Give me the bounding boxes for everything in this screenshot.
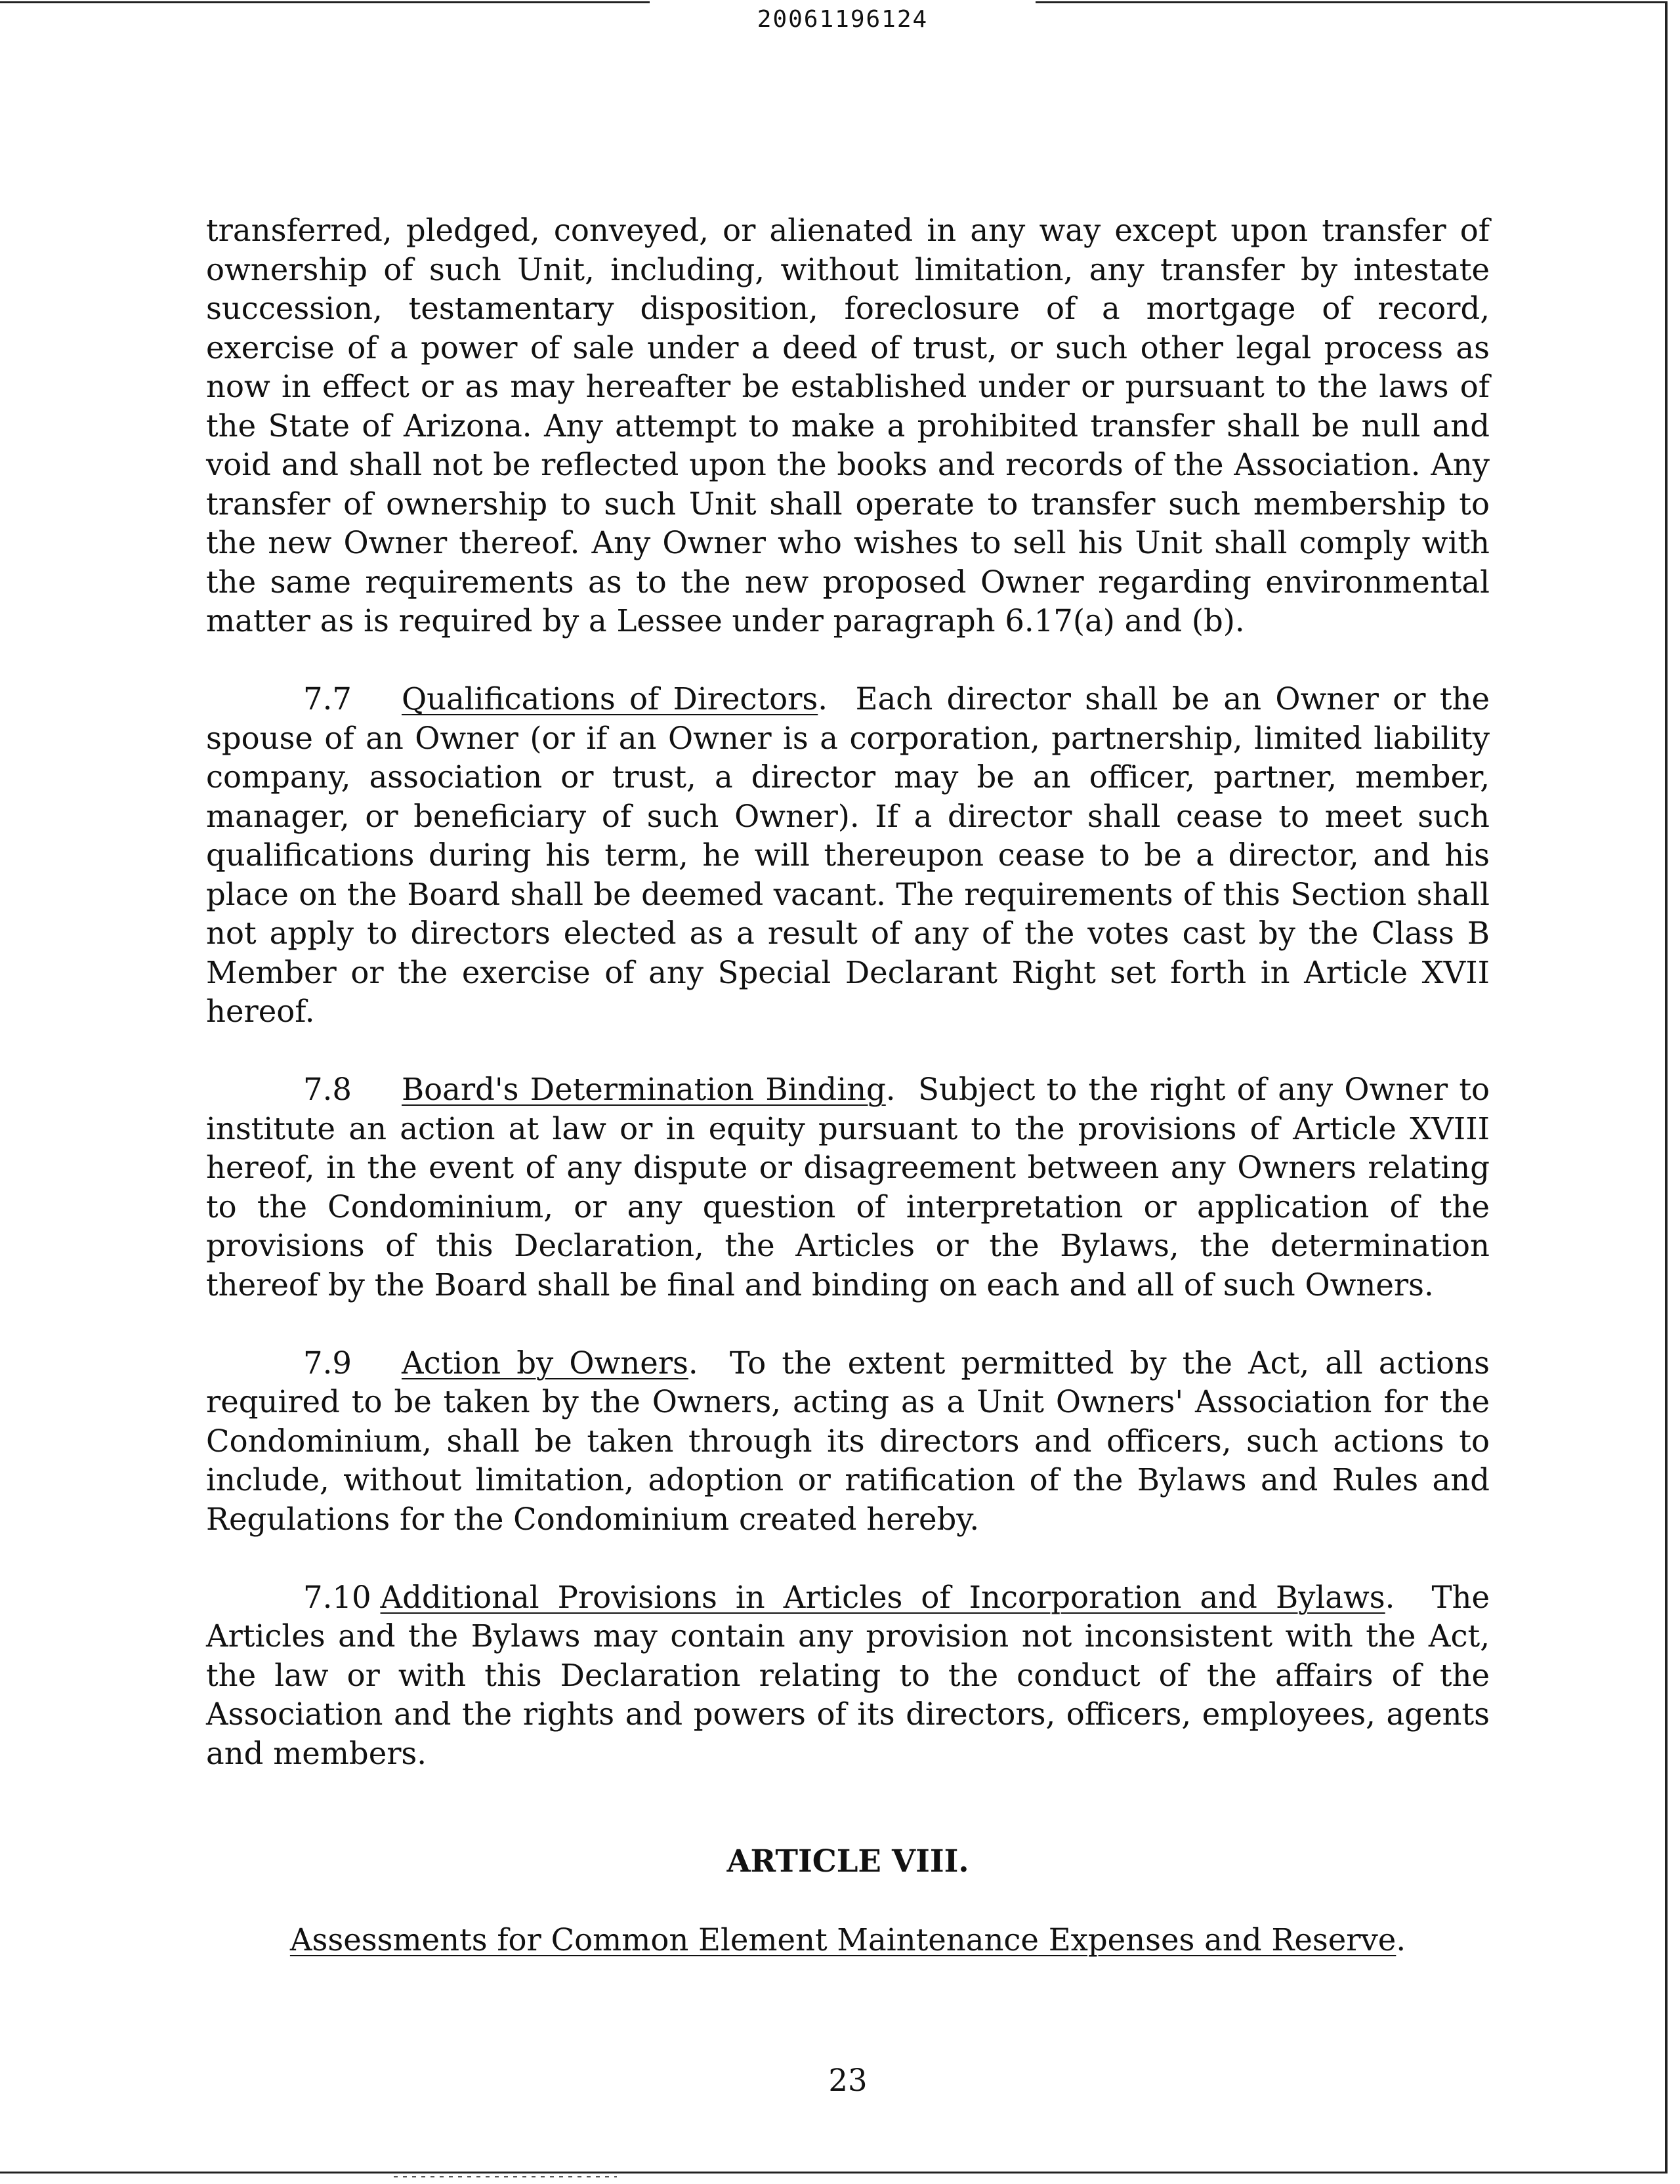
section-number: 7.9 (303, 1345, 352, 1381)
page-number: 23 (828, 2063, 868, 2098)
article-subheading: Assessments for Common Element Maintenance Expenses and Reserve. (289, 1922, 1406, 1958)
section-7-7: 7.7 Qualifications of Directors. Each director shall be an Owner or the spouse of an Owner (or if an Owner is a corporation, partnership, limited liability company, association or trust, a director may be an officer, partner, member, manager, or beneficiary of such Owner). If a director shall cease to meet such qualifications during his term, he will thereupon cease to be a director, and his place on the Board shall be deemed vacant. The requirements of this Section shall not apply to directors elected as a result of any of the votes cast by the Class B Member or the exercise of any Special Declarant Right set forth in Article XVII hereof. (206, 681, 1490, 1029)
section-title: Qualifications of Directors (402, 681, 818, 717)
scan-frame-top-left (0, 1, 650, 3)
section-7-8: 7.8 Board's Determination Binding. Subject to the right of any Owner to institute an action at law or in equity pursuant to the provisions of Article XVIII hereof, in the event of any dispute or disagreement between any Owners relating to the Condominium, or any question of interpretation or application of the provisions of this Declaration, the Articles or the Bylaws, the determination thereof by the Board shall be final and binding on each and all of such Owners. (206, 1072, 1490, 1303)
section-7-10: 7.10 Additional Provisions in Articles of Incorporation and Bylaws. The Articles and the Bylaws may contain any provision not inconsistent with the Act, the law or with this Declaration relating to the conduct of the affairs of the Association and the rights and powers of its directors, officers, employees, agents and members. (206, 1579, 1490, 1771)
section-title: Action by Owners (402, 1345, 688, 1381)
section-number: 7.7 (303, 681, 352, 717)
section-number: 7.8 (303, 1072, 352, 1107)
section-text: The Articles and the Bylaws may contain any provision not inconsistent with the Act, the law or with this Declaration relating to the conduct of the affairs of the Association and the rights and powers of its directors, officers, employees, agents and members. (206, 1579, 1490, 1771)
document-number: 20061196124 (757, 6, 929, 33)
scan-frame-top-right (1036, 1, 1667, 3)
scan-noise (394, 2176, 617, 2177)
section-text: Subject to the right of any Owner to institute an action at law or in equity pursuant to the provisions of Article XVIII hereof, in the event of any dispute or disagreement between any Owners relating to the Condominium, or any question of interpretation or application of the provisions of this Declaration, the Articles or the Bylaws, the determination thereof by the Board shall be final and binding on each and all of such Owners. (206, 1072, 1490, 1303)
scan-frame-right (1665, 1, 1668, 2174)
article-subheading-text: Assessments for Common Element Maintenance Expenses and Reserve (289, 1922, 1396, 1958)
section-text: To the extent permitted by the Act, all actions required to be taken by the Owners, acting as a Unit Owners' Association for the Condominium, shall be taken through its directors and officers, such actions to include, without limitation, adoption or ratification of the Bylaws and Rules and Regulations for the Condominium created hereby. (206, 1345, 1490, 1537)
section-title: Additional Provisions in Articles of Incorporation and Bylaws (380, 1579, 1385, 1615)
section-title: Board's Determination Binding (402, 1072, 886, 1107)
scan-frame-bottom (0, 2172, 1668, 2174)
section-number: 7.10 (303, 1579, 371, 1615)
section-7-9: 7.9 Action by Owners. To the extent permitted by the Act, all actions required to be taken by the Owners, acting as a Unit Owners' Association for the Condominium, shall be taken through its directors and officers, such actions to include, without limitation, adoption or ratification of the Bylaws and Rules and Regulations for the Condominium created hereby. (206, 1345, 1490, 1537)
continuation-paragraph: transferred, pledged, conveyed, or alienated in any way except upon transfer of ownership of such Unit, including, without limitation, any transfer by intestate succession, testamentary disposition, foreclosure of a mortgage of record, exercise of a power of sale under a deed of trust, or such other legal process as now in effect or as may hereafter be established under or pursuant to the laws of the State of Arizona. Any attempt to make a prohibited transfer shall be null and void and shall not be reflected upon the books and records of the Association. Any transfer of ownership to such Unit shall operate to transfer such membership to the new Owner thereof. Any Owner who wishes to sell his Unit shall comply with the same requirements as to the new proposed Owner regarding environmental matter as is required by a Lessee under paragraph 6.17(a) and (b). (206, 213, 1490, 639)
article-heading: ARTICLE VIII. (726, 1843, 969, 1879)
body-text (206, 211, 1490, 1773)
section-text: Each director shall be an Owner or the spouse of an Owner (or if an Owner is a corporation, partnership, limited liability company, association or trust, a director may be an officer, partner, member, manager, or beneficiary of such Owner). If a director shall cease to meet such qualifications during his term, he will thereupon cease to be a director, and his place on the Board shall be deemed vacant. The requirements of this Section shall not apply to directors elected as a result of any of the votes cast by the Class B Member or the exercise of any Special Declarant Right set forth in Article XVII hereof. (206, 681, 1490, 1029)
